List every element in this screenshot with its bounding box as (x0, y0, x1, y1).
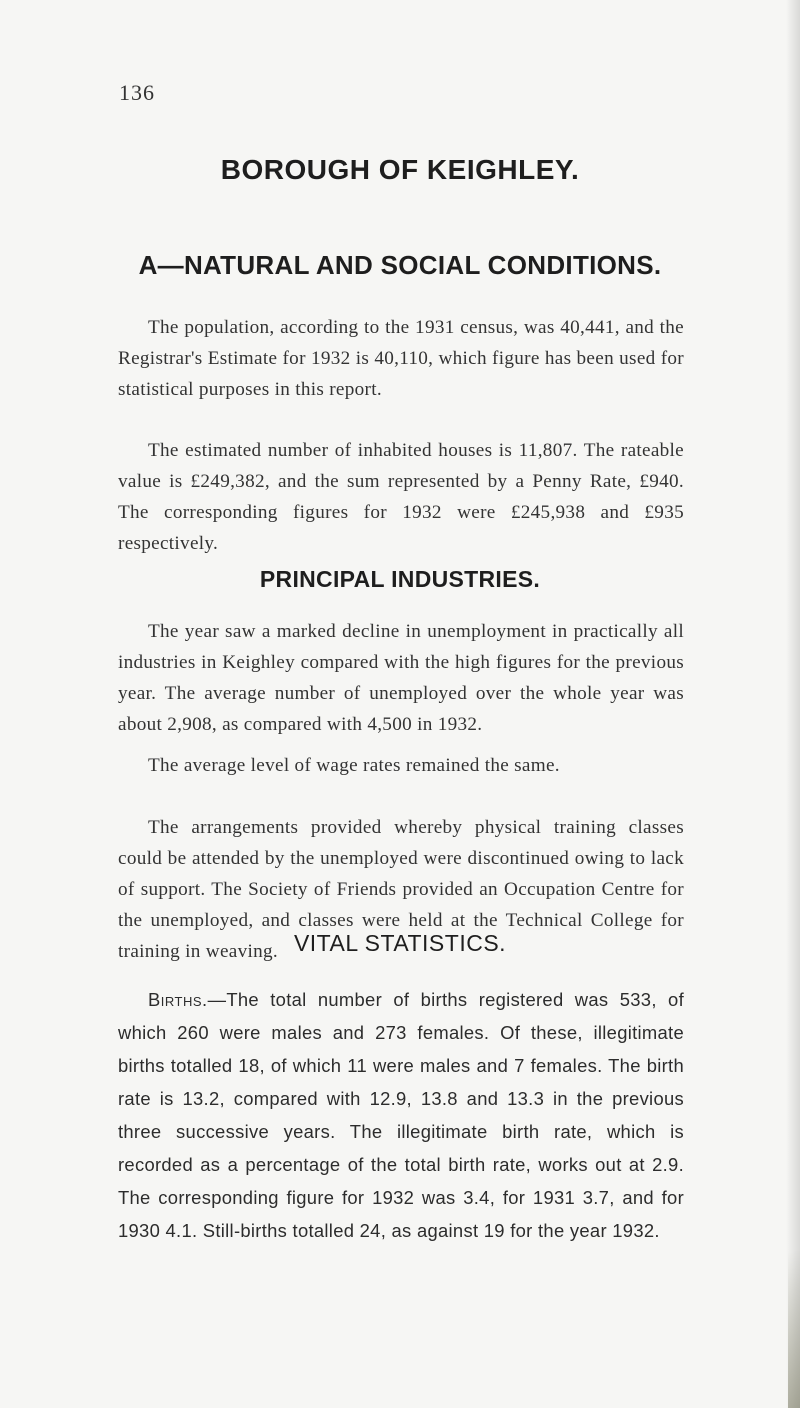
paragraph-unemployment: The year saw a marked decline in unemployment in practically all industries in Keighley compared with the high figures for the previous year. The average number of unemployed over the whole year was about 2,908, as compared with 4,500 in 1932. (118, 621, 684, 735)
page-edge-stain (788, 1250, 800, 1408)
page-edge-shadow (786, 0, 800, 1408)
document-title: BOROUGH OF KEIGHLEY. (220, 154, 580, 185)
page-number: 136 (119, 80, 155, 105)
births-text: —The total number of births registered was 533, of which 260 were males and 273 females. Of these, illegitimate births totalled 18, of which 11 were males and 7 females. The birth rate is 13.2, compared with 12.9, 13.8 and 13.3 in the previous three successive years. The illegitimate birth rate, which is recorded as a percentage of the total birth rate, works out at 2.9. The corresponding figure for 1932 was 3.4, for 1931 3.7, and for 1930 4.1. Still-births totalled 24, as against 19 for the year 1932. (118, 989, 684, 1241)
paragraph-wage-rates: The average level of wage rates remained the same. (148, 755, 560, 776)
section-heading-principal-industries: PRINCIPAL INDUSTRIES. (259, 566, 541, 592)
births-run-in-heading: Births. (148, 989, 208, 1010)
paragraph-training-classes: The arrangements provided whereby physical training classes could be attended by the unemployed were discontinued owing to lack of support. The Society of Friends provided an Occupation Centre for the unemployed, and classes were held at the Technical College for training in weaving. (118, 817, 684, 962)
paragraph-houses-rateable-value: The estimated number of inhabited houses is 11,807. The rateable value is £249,382, and the sum represented by a Penny Rate, £940. The corresponding figures for 1932 were £245,938 and £935 respectively. (118, 440, 684, 554)
section-heading-natural-social: A—NATURAL AND SOCIAL CONDITIONS. (138, 250, 662, 280)
section-heading-vital-statistics: VITAL STATISTICS. (293, 930, 507, 956)
paragraph-population: The population, according to the 1931 census, was 40,441, and the Registrar's Estimate for 1932 is 40,110, which figure has been used for statistical purposes in this report. (118, 317, 684, 400)
paragraph-births (118, 983, 684, 1247)
